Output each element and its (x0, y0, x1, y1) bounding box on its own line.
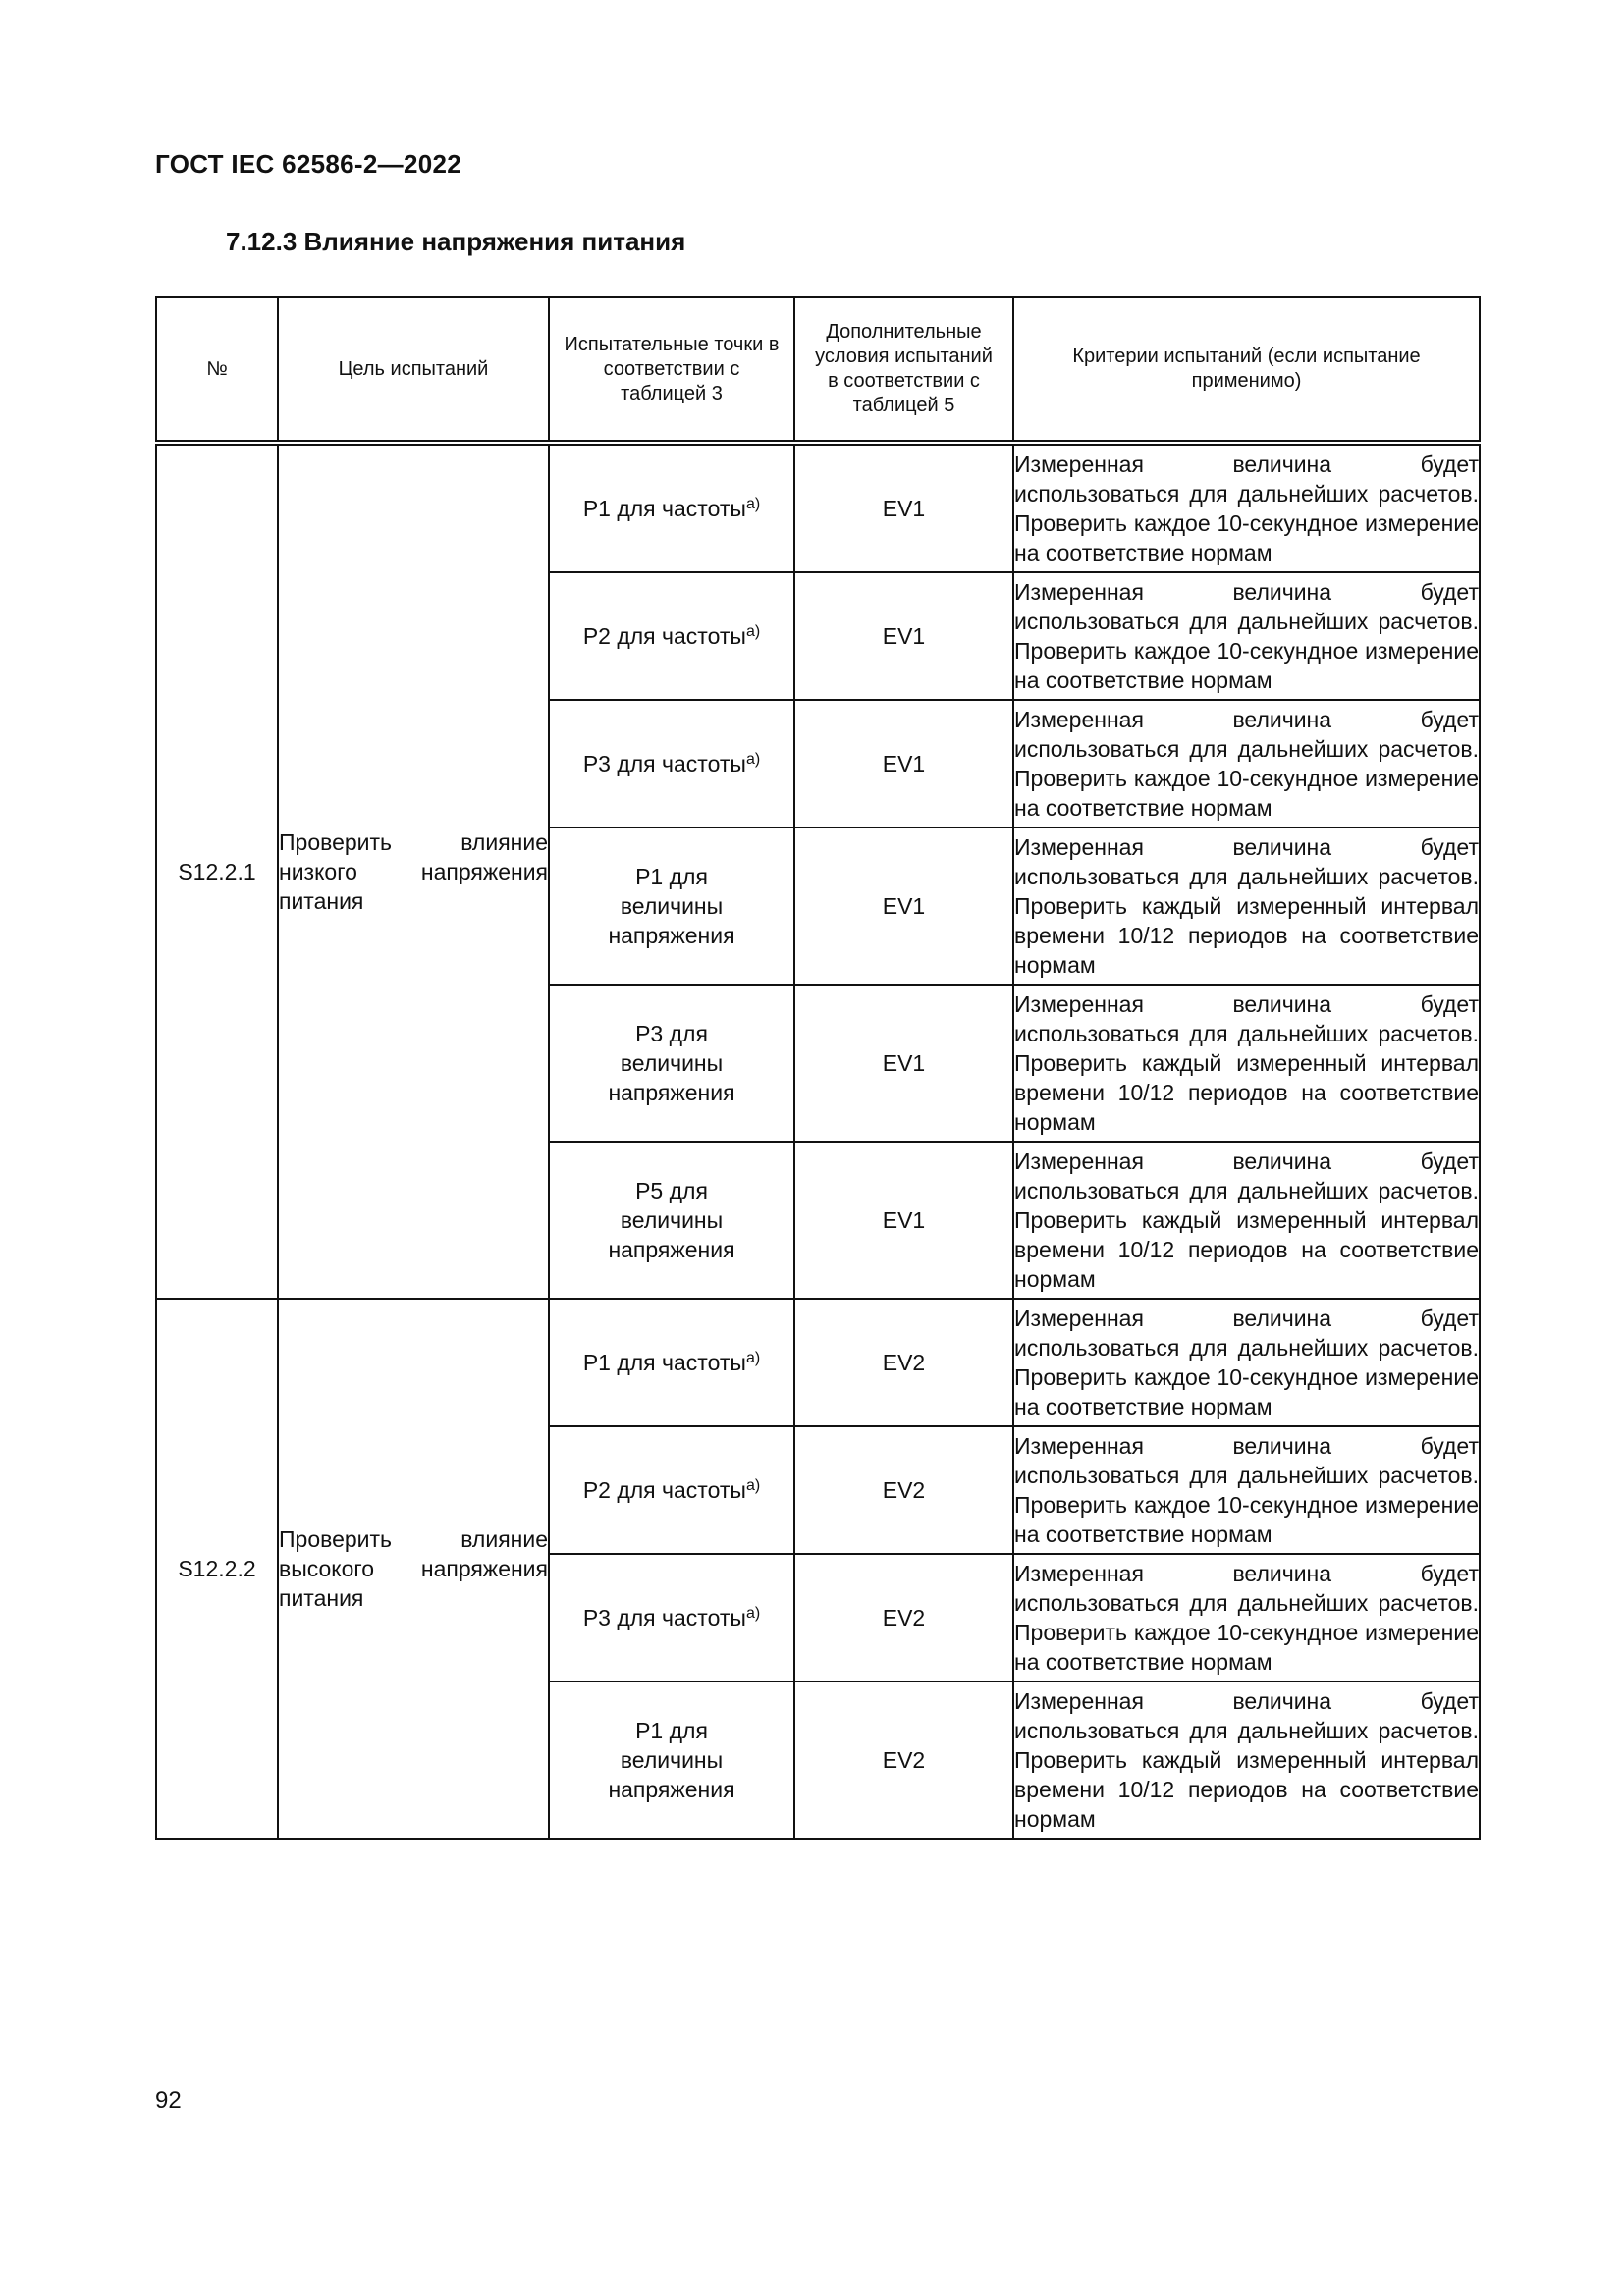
test-criteria: Измеренная величина будет использоваться для дальнейших расчетов. Проверить каждый измеренный интервал времени 10/12 периодов на соответствие нормам (1013, 985, 1480, 1142)
test-point-label: P2 для частоты (582, 1477, 746, 1503)
test-point (549, 572, 794, 700)
footnote-ref: а) (745, 1350, 761, 1366)
test-condition: EV1 (794, 985, 1013, 1142)
test-criteria: Измеренная величина будет использоваться для дальнейших расчетов. Проверить каждое 10-секундное измерение на соответствие нормам (1013, 1426, 1480, 1554)
test-point (549, 1299, 794, 1426)
test-point (549, 443, 794, 572)
test-point-label: P3 для частоты (582, 751, 746, 776)
test-criteria: Измеренная величина будет использоваться для дальнейших расчетов. Проверить каждое 10-секундное измерение на соответствие нормам (1013, 443, 1480, 572)
test-id: S12.2.1 (156, 443, 278, 1299)
test-point-label: P1 для величины напряжения (608, 864, 735, 948)
test-point (549, 1426, 794, 1554)
test-condition: EV1 (794, 572, 1013, 700)
test-point-label: P1 для величины напряжения (608, 1718, 735, 1802)
footnote-ref: а) (745, 1605, 761, 1622)
footnote-ref: а) (745, 751, 761, 768)
column-header-goal: Цель испытаний (278, 297, 549, 443)
table-row (156, 1299, 1480, 1426)
test-point (549, 700, 794, 828)
test-criteria: Измеренная величина будет использоваться для дальнейших расчетов. Проверить каждое 10-секундное измерение на соответствие нормам (1013, 1299, 1480, 1426)
footnote-ref: а) (745, 496, 761, 512)
test-id: S12.2.2 (156, 1299, 278, 1839)
table-row (156, 443, 1480, 572)
footnote-ref: а) (745, 1477, 761, 1494)
test-table (155, 296, 1481, 1840)
test-criteria: Измеренная величина будет использоваться для дальнейших расчетов. Проверить каждое 10-секундное измерение на соответствие нормам (1013, 572, 1480, 700)
test-point-label: P5 для величины напряжения (608, 1178, 735, 1262)
footnote-ref: а) (745, 623, 761, 640)
test-point-label: P1 для частоты (582, 496, 746, 521)
test-condition: EV2 (794, 1299, 1013, 1426)
test-criteria: Измеренная величина будет использоваться для дальнейших расчетов. Проверить каждый измеренный интервал времени 10/12 периодов на соответствие нормам (1013, 1142, 1480, 1299)
test-condition: EV2 (794, 1682, 1013, 1839)
column-header-number: № (156, 297, 278, 443)
test-point-label: P2 для частоты (582, 623, 746, 649)
test-point (549, 1142, 794, 1299)
test-condition: EV1 (794, 443, 1013, 572)
test-condition: EV1 (794, 1142, 1013, 1299)
test-condition: EV2 (794, 1426, 1013, 1554)
table-header-row (156, 297, 1480, 443)
test-point-label: P3 для величины напряжения (608, 1021, 735, 1105)
test-point-label: P3 для частоты (582, 1605, 746, 1630)
test-point-label: P1 для частоты (582, 1350, 746, 1375)
column-header-conditions: Дополнительные условия испытаний в соответствии с таблицей 5 (794, 297, 1013, 443)
section-title: 7.12.3 Влияние напряжения питания (226, 227, 686, 256)
test-criteria: Измеренная величина будет использоваться для дальнейших расчетов. Проверить каждый измеренный интервал времени 10/12 периодов на соответствие нормам (1013, 828, 1480, 985)
test-goal: Проверить влияние высокого напряжения питания (278, 1299, 549, 1839)
test-condition: EV1 (794, 700, 1013, 828)
test-goal: Проверить влияние низкого напряжения питания (278, 443, 549, 1299)
test-condition: EV1 (794, 828, 1013, 985)
test-criteria: Измеренная величина будет использоваться для дальнейших расчетов. Проверить каждый измеренный интервал времени 10/12 периодов на соответствие нормам (1013, 1682, 1480, 1839)
column-header-criteria: Критерии испытаний (если испытание применимо) (1013, 297, 1480, 443)
test-condition: EV2 (794, 1554, 1013, 1682)
table-body (156, 443, 1480, 1839)
test-criteria: Измеренная величина будет использоваться для дальнейших расчетов. Проверить каждое 10-секундное измерение на соответствие нормам (1013, 1554, 1480, 1682)
test-point (549, 985, 794, 1142)
document-code: ГОСТ IEC 62586-2—2022 (155, 149, 461, 179)
test-point (549, 1682, 794, 1839)
test-point (549, 828, 794, 985)
column-header-test-points: Испытательные точки в соответствии с таблицей 3 (549, 297, 794, 443)
page-number: 92 (155, 2087, 182, 2113)
test-point (549, 1554, 794, 1682)
test-criteria: Измеренная величина будет использоваться для дальнейших расчетов. Проверить каждое 10-секундное измерение на соответствие нормам (1013, 700, 1480, 828)
